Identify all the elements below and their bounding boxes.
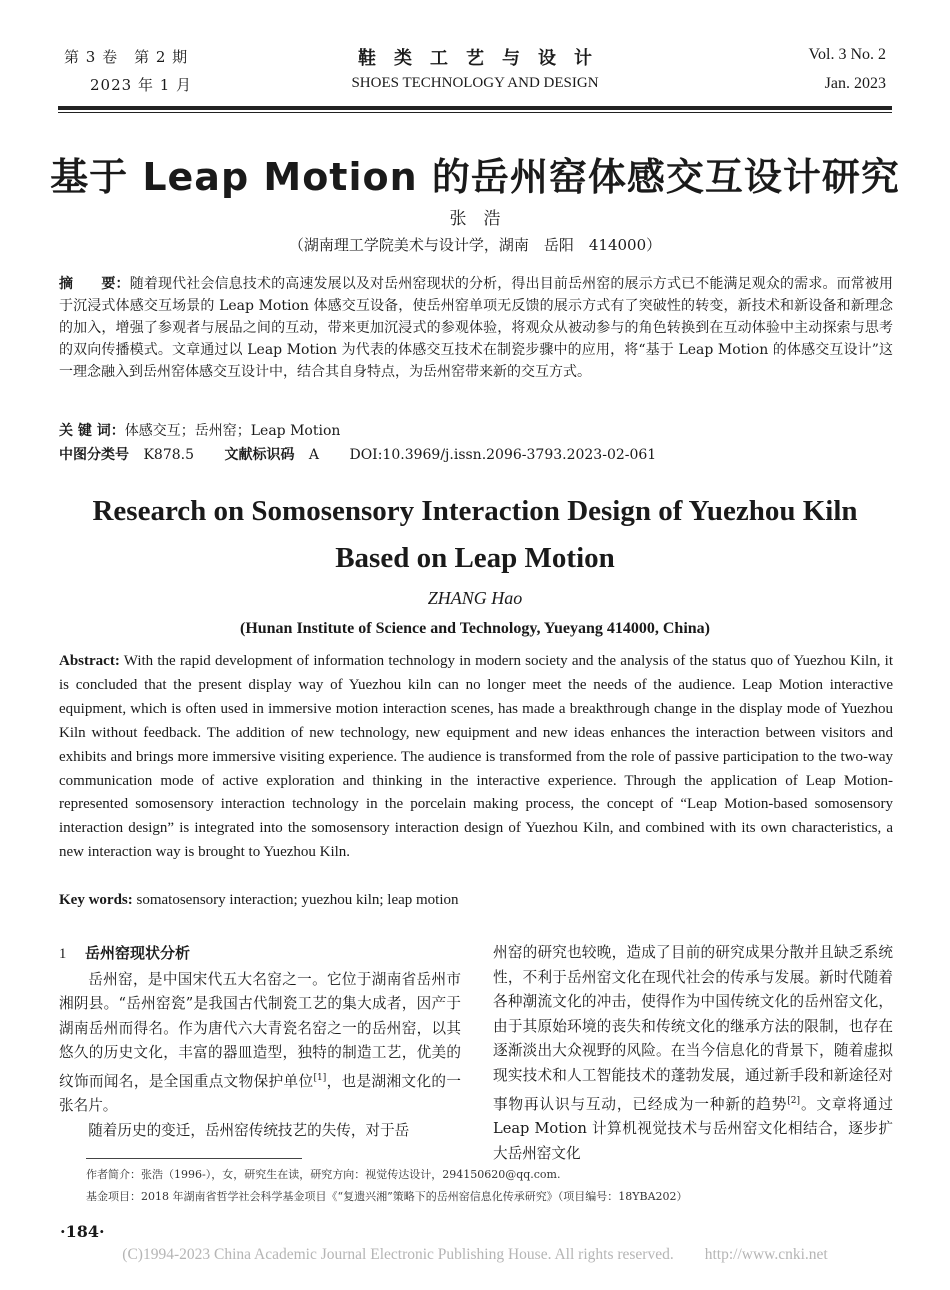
keywords-cn [59, 420, 893, 442]
header-journal-en: SHOES TECHNOLOGY AND DESIGN [351, 75, 599, 91]
keywords-cn-text: 体感交互；岳州窑；Leap Motion [124, 423, 341, 439]
section-1-paragraph-1 [59, 968, 461, 1119]
title-en-line2: Based on Leap Motion [335, 542, 615, 574]
section-1-heading [59, 941, 461, 967]
section-1-right-text-a: 州窑的研究也较晚，造成了目前的研究成果分散并且缺乏系统性，不利于岳州窑文化在现代社会的传承与发展。新时代随着各种潮流文化的冲击，使得作为中国传统文化的岳州窑文化，由于其原始环境的丧失和传统文化的继承方法的限制，也存在逐渐淡出大众视野的风险。在当今信息化的背景下，随着虚拟现实技术和人工智能技术的蓬勃发展，通过新手段和新途径对事物再认识与互动，已经成为一种新的趋势 [493, 944, 893, 1113]
abstract-cn [59, 273, 893, 383]
body-left-column [59, 941, 461, 1144]
keywords-en-label: Key words: [59, 892, 133, 908]
abstract-en-label: Abstract: [59, 653, 120, 669]
author-en: ZHANG Hao [427, 588, 523, 608]
doc-code-label: 文献标识码 [224, 447, 295, 463]
section-1-paragraph-2: 随着历史的变迁，岳州窑传统技艺的失传，对于岳 [88, 1122, 410, 1140]
keywords-en [59, 889, 893, 913]
abstract-cn-label: 摘 要： [59, 276, 130, 292]
section-1-p1-tail: ，也是湖湘文化的一张名片。 [59, 1072, 461, 1115]
classification-line [59, 444, 893, 466]
affiliation-en: (Hunan Institute of Science and Technology, Yueyang 414000, China) [239, 620, 710, 637]
title-en-line1: Research on Somosensory Interaction Design of Yuezhou Kiln [92, 495, 858, 527]
footnote-author: 作者简介：张浩（1996-），女，研究生在读，研究方向：视觉传达设计，294150620@qq.com. [86, 1168, 561, 1181]
header-date-en: Jan. 2023 [824, 75, 886, 92]
header-date-cn: 2023 年 1 月 [90, 76, 193, 94]
header-rule-thick [58, 106, 892, 110]
header-volume-en: Vol. 3 No. 2 [808, 46, 886, 63]
abstract-en [59, 650, 893, 865]
classification-label: 中图分类号 [59, 447, 129, 463]
page-title-en [0, 488, 950, 582]
header-rule-thin [58, 112, 892, 113]
abstract-en-text: With the rapid development of information technology in modern society and the analysis of the status quo of Yuezhou Kiln, it is concluded that the present display way of Yuezhou kiln can no longer meet the needs of the audience. Leap Motion interactive equipment, which is often used in immersive motion interaction scenes, has made a breakthrough change in the display mode of Yuezhou Kiln without feedback. The addition of new technology, new equipment and new ideas enhances the interaction between visitors and exhibits and brings more immersive visiting experience. The audience is transformed from the role of passive participation to the two-way communication mode of active exploration and thinking in the interactive experience. Through the application of Leap Motion-represented somosensory interaction technology in the porcelain making process, the concept of “Leap Motion-based somosensory interaction design” is integrated into the somosensory interaction design of Yuezhou Kiln, and combined with its own characteristics, a new interaction way is brought to Yuezhou Kiln. [59, 653, 893, 861]
body-right-column [493, 941, 893, 1166]
copyright-footer: (C)1994-2023 China Academic Journal Electronic Publishing House. All rights reserved. http://www.cnki.net [122, 1246, 828, 1263]
keywords-en-text: somatosensory interaction; yuezhou kiln; leap motion [136, 892, 459, 908]
page-title-cn: 基于 Leap Motion 的岳州窑体感交互设计研究 [50, 155, 900, 199]
section-1-number: 1 [59, 946, 67, 962]
section-1-p1-text: 岳州窑，是中国宋代五大名窑之一。它位于湖南省岳州市湘阴县。“岳州窑瓷”是我国古代制瓷工艺的集大成者，因产于湖南岳州而得名。作为唐代六大青瓷名窑之一的岳州窑，以其悠久的历史文化，丰富的器皿造型，独特的制造工艺，优美的纹饰而闻名，是全国重点文物保护单位 [59, 970, 461, 1090]
header-volume-cn: 第 3 卷 第 2 期 [64, 48, 189, 66]
header-journal-cn: 鞋 类 工 艺 与 设 计 [358, 48, 592, 69]
footnote-fund: 基金项目：2018 年湖南省哲学社会科学基金项目《“复遗兴湘”策略下的岳州窑信息化传承研究》（项目编号：18YBA202） [86, 1190, 688, 1203]
doi: DOI:10.3969/j.issn.2096-3793.2023-02-061 [349, 447, 657, 463]
footnote-rule [86, 1158, 302, 1159]
citation-1[interactable]: [1] [313, 1072, 327, 1083]
citation-2[interactable]: [2] [787, 1095, 801, 1106]
affiliation-cn: （湖南理工学院美术与设计学，湖南 岳阳 414000） [288, 236, 662, 254]
page-number: ·184· [60, 1222, 105, 1241]
section-1-right-text-b: 。文章将通过 Leap Motion 计算机视觉技术与岳州窑文化相结合，逐步扩大岳州窑文化 [493, 1095, 893, 1162]
keywords-cn-label: 关 键 词： [59, 423, 125, 439]
abstract-cn-text: 随着现代社会信息技术的高速发展以及对岳州窑现状的分析，得出目前岳州窑的展示方式已不能满足观众的需求。而常被用于沉浸式体感交互场景的 Leap Motion 体感交互设备，使岳州窑单项无反馈的展示方式有了突破性的转变，新技术和新设备和新理念的加入，增强了参观者与展品之间的互动，带来更加沉浸式的参观体验，将观众从被动参与的角色转换到在互动体验中主动探索与思考的双向传播模式。文章通过以 Leap Motion 为代表的体感交互技术在制瓷步骤中的应用，将“基于 Leap Motion 的体感交互设计”这一理念融入到岳州窑体感交互设计中，结合其自身特点，为岳州窑带来新的交互方式。 [59, 276, 894, 380]
section-1-title: 岳州窑现状分析 [84, 944, 190, 962]
author-cn: 张 浩 [449, 209, 501, 229]
classification-value: K878.5 [143, 447, 194, 463]
doc-code-value: A [308, 447, 320, 463]
